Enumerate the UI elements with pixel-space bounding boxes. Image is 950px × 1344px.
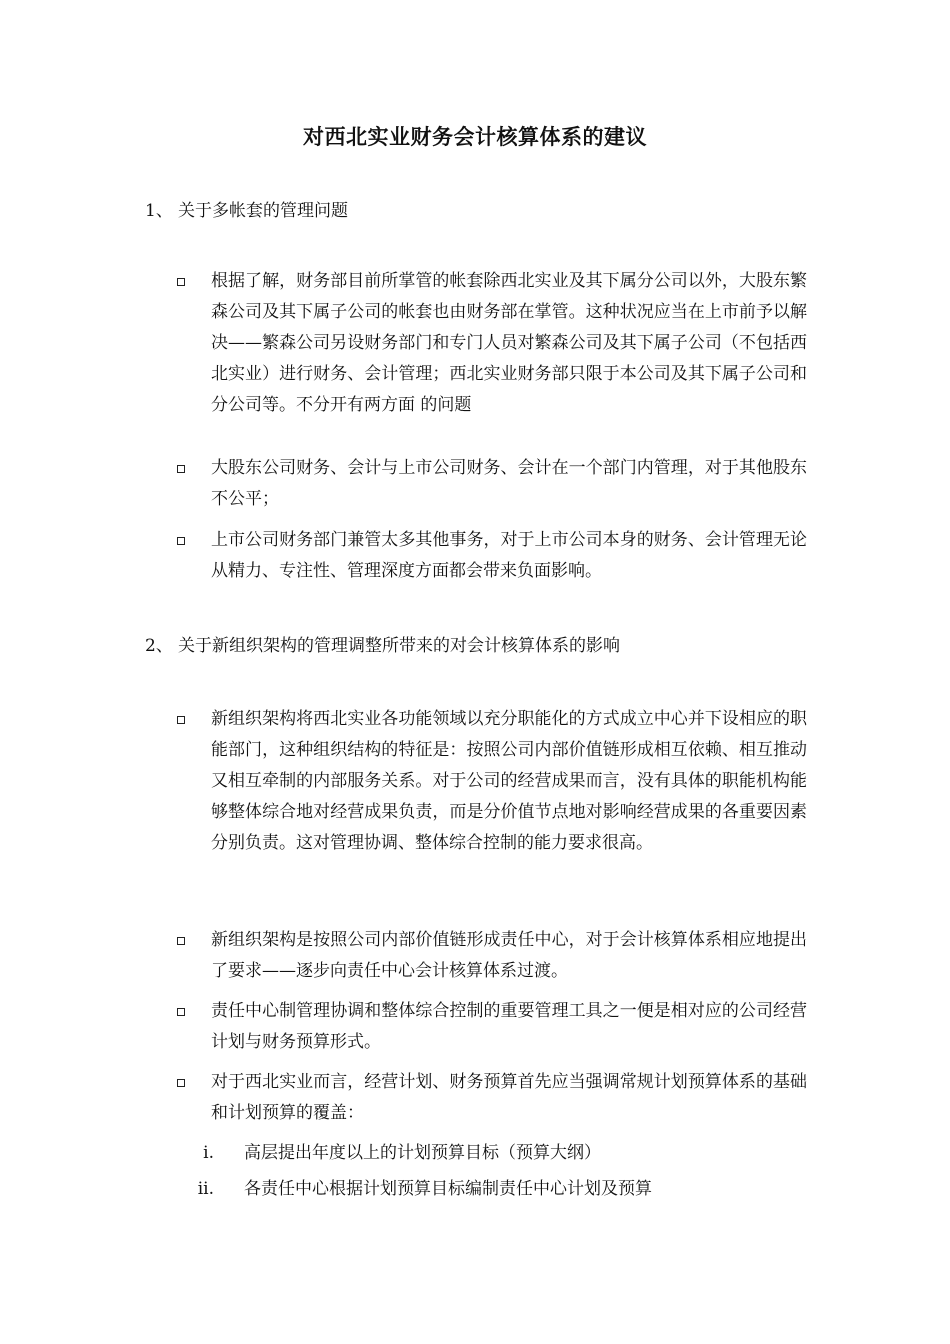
section-number: 2、 xyxy=(145,636,173,656)
list-item-text: 大股东公司财务、会计与上市公司财务、会计在一个部门内管理，对于其他股东不公平； xyxy=(211,458,807,509)
subitem-text: 各责任中心根据计划预算目标编制责任中心计划及预算 xyxy=(244,1179,652,1199)
subitem-number: i. xyxy=(203,1143,214,1163)
list-item xyxy=(177,704,817,859)
list-item-text: 责任中心制管理协调和整体综合控制的重要管理工具之一便是相对应的公司经营计划与财务预算形式。 xyxy=(211,1001,807,1052)
square-bullet-icon xyxy=(177,1008,185,1016)
numbered-subitem xyxy=(190,1138,601,1169)
square-bullet-icon xyxy=(177,1079,185,1087)
section-number: 1、 xyxy=(145,201,173,221)
list-item xyxy=(177,1067,817,1129)
list-item-text: 根据了解，财务部目前所掌管的帐套除西北实业及其下属分公司以外，大股东繁森公司及其下属子公司的帐套也由财务部在掌管。这种状况应当在上市前予以解决——繁森公司另设财务部门和专门人员对繁森公司及其下属子公司（不包括西北实业）进行财务、会计管理；西北实业财务部只限于本公司及其下属子公司和分公司等。不分开有两方面 的问题 xyxy=(211,271,807,415)
list-item-text: 对于西北实业而言，经营计划、财务预算首先应当强调常规计划预算体系的基础和计划预算的覆盖： xyxy=(211,1072,807,1123)
subitem-number: ii. xyxy=(197,1179,214,1199)
numbered-subitem xyxy=(190,1174,652,1205)
square-bullet-icon xyxy=(177,465,185,473)
square-bullet-icon xyxy=(177,716,185,724)
subitem-text: 高层提出年度以上的计划预算目标（预算大纲） xyxy=(244,1143,601,1163)
list-item xyxy=(177,525,817,587)
document-title: 对西北实业财务会计核算体系的建议 xyxy=(303,124,647,149)
list-item-text: 新组织架构将西北实业各功能领域以充分职能化的方式成立中心并下设相应的职能部门，这种组织结构的特征是：按照公司内部价值链形成相互依赖、相互推动又相互牵制的内部服务关系。对于公司的经营成果而言，没有具体的职能机构能够整体综合地对经营成果负责，而是分价值节点地对影响经营成果的各重要因素分别负责。这对管理协调、整体综合控制的能力要求很高。 xyxy=(211,709,807,853)
section-heading xyxy=(145,634,620,658)
section-heading-text: 关于新组织架构的管理调整所带来的对会计核算体系的影响 xyxy=(178,636,620,656)
list-item xyxy=(177,925,817,987)
square-bullet-icon xyxy=(177,937,185,945)
section-heading-text: 关于多帐套的管理问题 xyxy=(178,201,348,221)
list-item-text: 新组织架构是按照公司内部价值链形成责任中心，对于会计核算体系相应地提出了要求——逐步向责任中心会计核算体系过渡。 xyxy=(211,930,807,981)
list-item xyxy=(177,266,817,421)
section-heading xyxy=(145,199,348,223)
list-item-text: 上市公司财务部门兼管太多其他事务，对于上市公司本身的财务、会计管理无论从精力、专注性、管理深度方面都会带来负面影响。 xyxy=(211,530,807,581)
list-item xyxy=(177,453,817,515)
list-item xyxy=(177,996,817,1058)
square-bullet-icon xyxy=(177,278,185,286)
square-bullet-icon xyxy=(177,537,185,545)
